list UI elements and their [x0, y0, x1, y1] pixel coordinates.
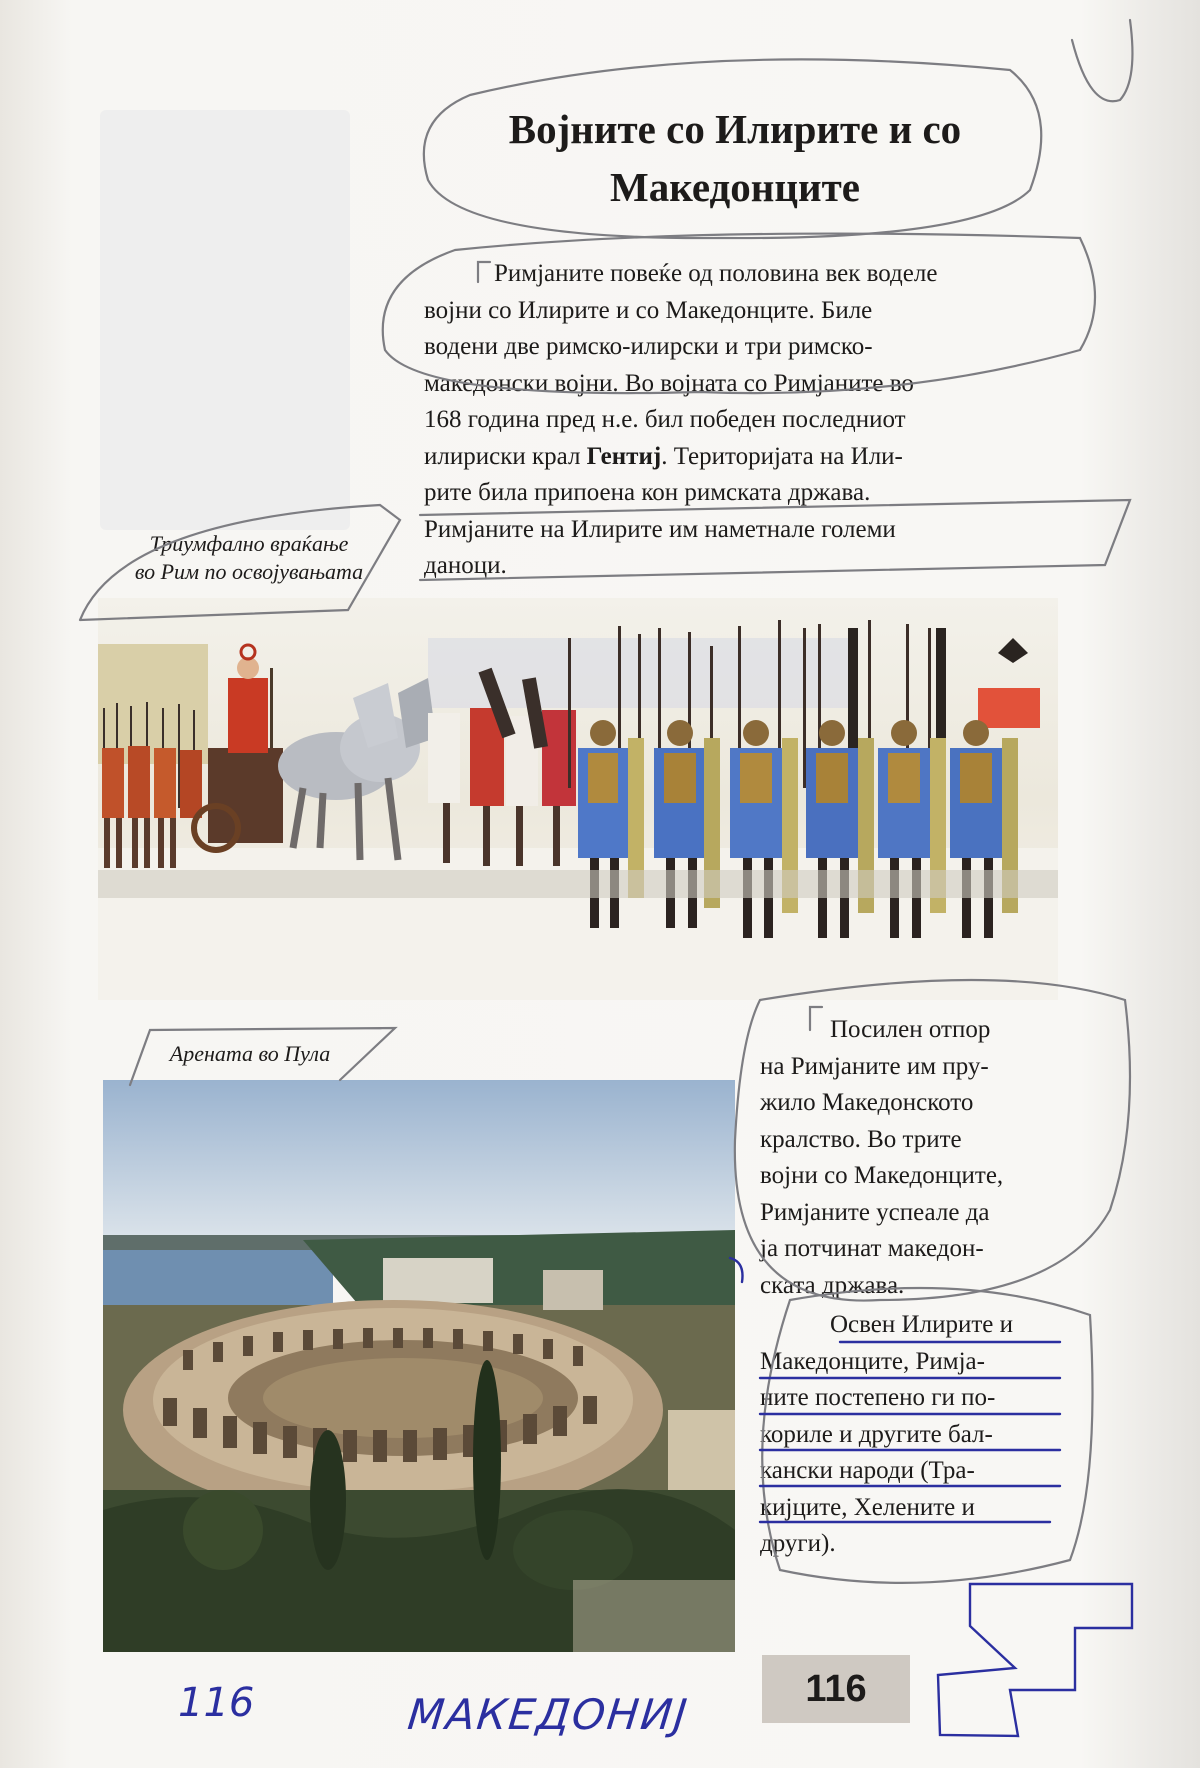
text-line: ните постепено ги по- [760, 1384, 996, 1411]
caption-triumph [104, 530, 394, 586]
caption-line: во Рим по освојувањата [134, 559, 364, 584]
paragraph-illyrians [424, 256, 1056, 585]
title-line-2: Македонците [610, 164, 860, 210]
page-number: 116 [762, 1655, 910, 1723]
title-line-1: Војните со Илирите и со [508, 106, 962, 152]
arena-picture [103, 1080, 735, 1652]
text-line [424, 439, 1056, 476]
text-line: македонски војни. Во војната со Римјаните во [424, 369, 914, 397]
handwritten-page-number: 116 [178, 1680, 255, 1726]
pula-arena-photo [103, 1080, 735, 1652]
text-line: кориле и другите бал- [760, 1420, 993, 1448]
text-line: жило Македонското [760, 1089, 974, 1116]
text-line: кански народи (Тра- [760, 1457, 975, 1484]
paragraph-balkan-peoples [760, 1307, 1060, 1563]
text-fragment: . Територијата на Или- [661, 442, 903, 470]
text-line: 168 година пред н.е. бил победен последниот [424, 406, 906, 433]
text-line: рите била припоена кон римската држава. [424, 479, 871, 506]
handwritten-word: МАКЕДОНИЈ [405, 1690, 692, 1739]
text-line: Римјаните успеале да [760, 1198, 990, 1226]
text-line: војни со Македонците, [760, 1162, 1004, 1189]
text-line: ската држава. [760, 1271, 905, 1299]
text-line: на Римјаните им пру- [760, 1052, 989, 1080]
caption-arena: Арената во Пула [169, 1041, 331, 1066]
text-line: Македонците, Римја- [760, 1347, 985, 1375]
text-line: Римјаните на Илирите им наметнале големи [424, 515, 896, 543]
text-line: војни со Илирите и со Македонците. Биле [424, 296, 873, 324]
text-line: Освен Илирите и [830, 1311, 1013, 1338]
page-title [455, 100, 1015, 216]
triumph-parade-illustration [98, 598, 1058, 1000]
text-line: Римјаните повеќе од половина век воделе [494, 260, 938, 287]
text-fragment: илириски крал [424, 442, 587, 470]
text-line: ја потчинат македон- [760, 1235, 984, 1262]
paragraph-macedonia [760, 1012, 1060, 1304]
handwritten-shape [938, 1584, 1132, 1736]
caption-line: Триумфално враќање [149, 531, 349, 556]
text-line: даноци. [424, 552, 507, 579]
king-name-bold: Гентиј [586, 442, 662, 470]
text-line: кралство. Во трите [760, 1125, 962, 1153]
text-line: кијците, Хелените и [760, 1493, 975, 1521]
corner-check [1072, 20, 1132, 101]
text-line: други). [760, 1530, 836, 1557]
text-line: Посилен отпор [830, 1016, 991, 1043]
parade-picture [98, 598, 1058, 1000]
text-line: водени две римско-илирски и три римско- [424, 333, 873, 360]
bleed-through-shadow [100, 110, 350, 530]
